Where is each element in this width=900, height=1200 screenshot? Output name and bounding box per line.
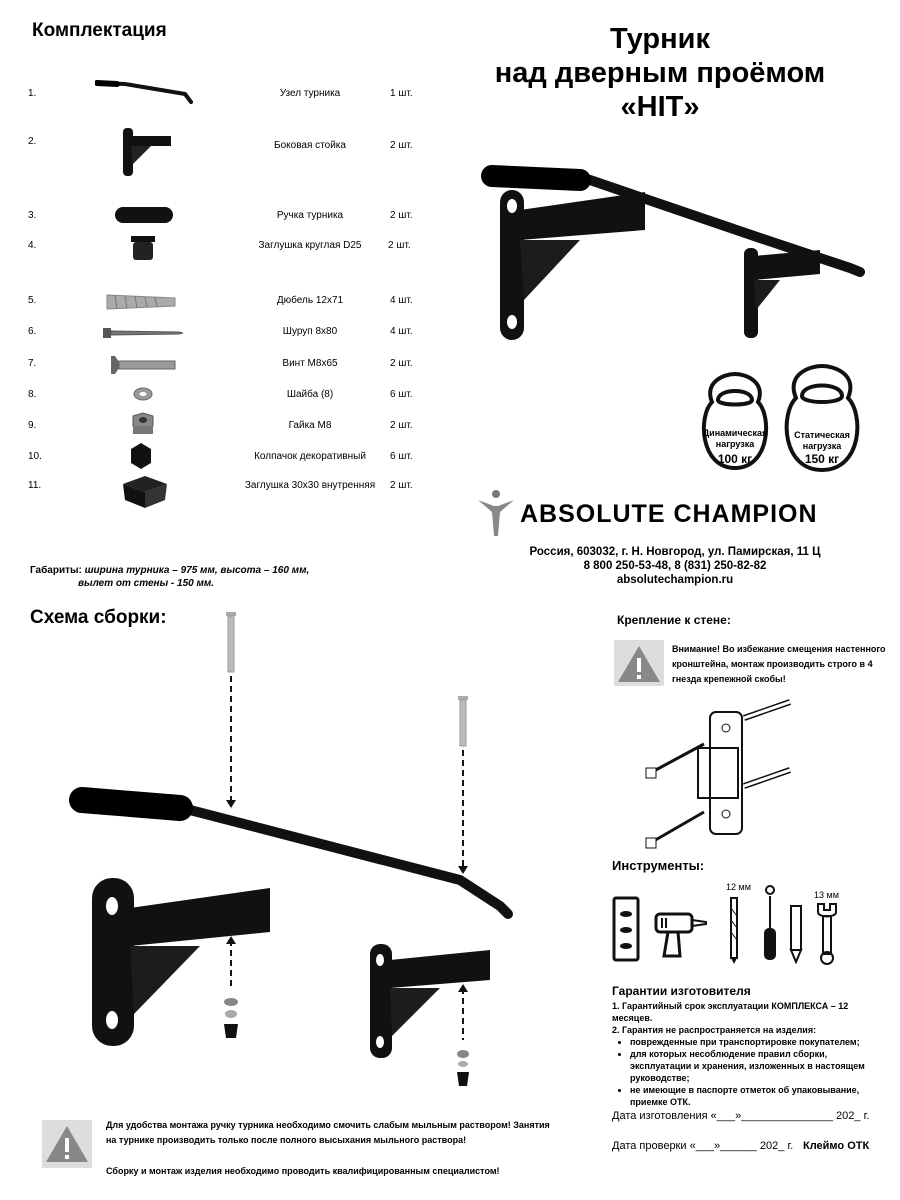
grip-handle-icon xyxy=(95,202,195,232)
kit-item-2 xyxy=(0,128,430,178)
kit-item-num: 4. xyxy=(28,240,37,251)
manufacture-date-field[interactable]: Дата изготовления «___»_______________ 202_ г. xyxy=(612,1110,870,1122)
brand-address: Россия, 603032, г. Н. Новгород, ул. Памирская, 11 Ц xyxy=(529,546,821,558)
kit-item-qty: 2 шт. xyxy=(390,420,413,431)
kit-item-8 xyxy=(0,381,430,411)
tools-heading: Инструменты: xyxy=(612,858,705,873)
round-plug-icon xyxy=(95,232,195,262)
kit-item-name: Заглушка круглая D25 xyxy=(258,240,362,251)
static-load-value: 150 кг xyxy=(804,452,840,466)
level-icon xyxy=(612,896,640,962)
screw-icon xyxy=(95,318,195,348)
kit-item-5 xyxy=(0,287,430,317)
kit-item-num: 8. xyxy=(28,389,37,400)
dowel-icon xyxy=(95,287,195,317)
brand-website[interactable]: absolutechampion.ru xyxy=(616,574,734,586)
kit-item-num: 10. xyxy=(28,451,42,462)
title-line-3: «HIT» xyxy=(620,91,700,123)
kit-item-name: Дюбель 12х71 xyxy=(276,295,344,306)
kit-item-qty: 4 шт. xyxy=(390,326,413,337)
kit-item-num: 6. xyxy=(28,326,37,337)
kit-item-qty: 2 шт. xyxy=(390,480,413,491)
kit-item-10 xyxy=(0,443,430,473)
qc-stamp-label: Клеймо ОТК xyxy=(803,1140,870,1152)
kit-item-num: 7. xyxy=(28,358,37,369)
decorative-cap-icon xyxy=(95,443,195,473)
kit-item-num: 5. xyxy=(28,295,37,306)
kit-item-3 xyxy=(0,202,430,232)
pullup-bar-illustration xyxy=(480,150,880,350)
warning-icon xyxy=(42,1120,92,1168)
kit-item-num: 3. xyxy=(28,210,37,221)
wall-mount-warning: Внимание! Во избежание смещения настенного кронштейна, монтаж производить строго в 4 гнезда крепежной скобы! xyxy=(672,644,886,684)
title-line-2: над дверным проёмом xyxy=(494,57,826,89)
kit-item-name: Заглушка 30х30 внутренняя xyxy=(244,480,376,491)
kit-item-qty: 2 шт. xyxy=(390,358,413,369)
kit-item-qty: 6 шт. xyxy=(390,451,413,462)
dimensions-line-1: ширина турника – 975 мм, высота – 160 мм, xyxy=(84,565,310,576)
dynamic-load-label: Динамическая нагрузка xyxy=(702,428,768,449)
dimensions-line-2: вылет от стены - 150 мм. xyxy=(78,578,215,589)
warranty-exclusion: • поврежденные при транспортировке покупателем; xyxy=(630,1036,882,1048)
warranty-item-1: 1. Гарантийный срок эксплуатации КОМПЛЕКСА – 12 месяцев. xyxy=(612,1001,849,1023)
kit-item-num: 2. xyxy=(28,136,37,147)
kit-item-11 xyxy=(0,472,430,512)
kit-item-qty: 6 шт. xyxy=(390,389,413,400)
wall-mount-heading: Крепление к стене: xyxy=(617,613,731,627)
kit-item-name: Шуруп 8х80 xyxy=(282,326,338,337)
wrench-size-label: 13 мм xyxy=(814,890,839,900)
kit-item-1 xyxy=(0,80,430,110)
assembly-heading: Схема сборки: xyxy=(30,607,167,628)
square-plug-icon xyxy=(95,472,195,512)
kit-item-9 xyxy=(0,412,430,442)
title-line-1: Турник xyxy=(610,23,710,55)
kit-item-name: Винт М8х65 xyxy=(282,358,338,369)
wall-mount-diagram xyxy=(640,688,820,858)
warranty-item-2: 2. Гарантия не распространяется на изделия: xyxy=(612,1025,817,1035)
warranty-exclusion: • не имеющие в паспорте отметок об упаковывание, приемке ОТК. xyxy=(630,1084,882,1108)
screwdriver-icon xyxy=(760,884,780,964)
wrench-icon xyxy=(814,902,840,966)
warranty-exclusions xyxy=(612,1036,882,1108)
check-date-field[interactable]: Дата проверки «___»______ 202_ г. xyxy=(612,1140,794,1152)
kit-item-qty: 1 шт. xyxy=(390,88,413,99)
warranty-exclusion: • для которых несоблюдение правил сборки, эксплуатации и хранения, изложенных в настоящем руководстве; xyxy=(630,1048,882,1084)
bottom-notes xyxy=(106,1118,556,1179)
drill-icon xyxy=(654,910,714,960)
nut-icon xyxy=(95,412,195,442)
dimensions-note xyxy=(30,564,309,590)
assembly-diagram xyxy=(60,610,550,1090)
kit-item-6 xyxy=(0,318,430,348)
kit-item-name: Колпачок декоративный xyxy=(254,451,366,462)
side-bracket-icon xyxy=(115,128,175,178)
product-title xyxy=(470,22,850,124)
washer-icon xyxy=(95,381,195,411)
bottom-note-1: Для удобства монтажа ручку турника необходимо смочить слабым мыльным раствором! Занятия на турнике производить только после полного высыхания мыльного раствора! xyxy=(106,1120,550,1145)
warning-icon xyxy=(614,640,664,686)
brand-contacts xyxy=(500,545,850,587)
warranty-heading: Гарантии изготовителя xyxy=(612,984,751,998)
bolt-icon xyxy=(95,350,195,380)
kit-item-num: 1. xyxy=(28,88,37,99)
kit-item-qty: 2 шт. xyxy=(390,210,413,221)
dynamic-load-value: 100 кг xyxy=(717,452,753,466)
kit-item-name: Узел турника xyxy=(279,88,341,99)
drill-bit-icon xyxy=(728,896,740,964)
warranty-text xyxy=(612,1000,882,1108)
dimensions-label: Габариты: xyxy=(30,565,82,576)
kit-item-name: Гайка М8 xyxy=(288,420,332,431)
kit-item-num: 9. xyxy=(28,420,37,431)
kit-item-qty: 2 шт. xyxy=(388,240,411,251)
kit-item-4 xyxy=(0,232,430,262)
kit-item-name: Шайба (8) xyxy=(286,389,334,400)
kit-item-qty: 2 шт. xyxy=(390,140,413,151)
brand-name: ABSOLUTE CHAMPION xyxy=(520,500,818,528)
kit-item-7 xyxy=(0,350,430,380)
kit-item-qty: 4 шт. xyxy=(390,295,413,306)
brand-logo-icon xyxy=(476,488,516,538)
drill-size-label: 12 мм xyxy=(726,882,751,892)
brand-phones: 8 800 250-53-48, 8 (831) 250-82-82 xyxy=(583,560,767,572)
static-load-label: Статическая нагрузка xyxy=(794,430,850,451)
pencil-icon xyxy=(788,904,804,964)
kit-item-num: 11. xyxy=(28,480,42,491)
kit-heading: Комплектация xyxy=(32,20,167,41)
kit-item-name: Ручка турника xyxy=(276,210,344,221)
kit-item-name: Боковая стойка xyxy=(274,140,346,151)
bar-unit-icon xyxy=(95,80,195,110)
bottom-note-2: Сборку и монтаж изделия необходимо проводить квалифицированным специалистом! xyxy=(106,1166,500,1176)
